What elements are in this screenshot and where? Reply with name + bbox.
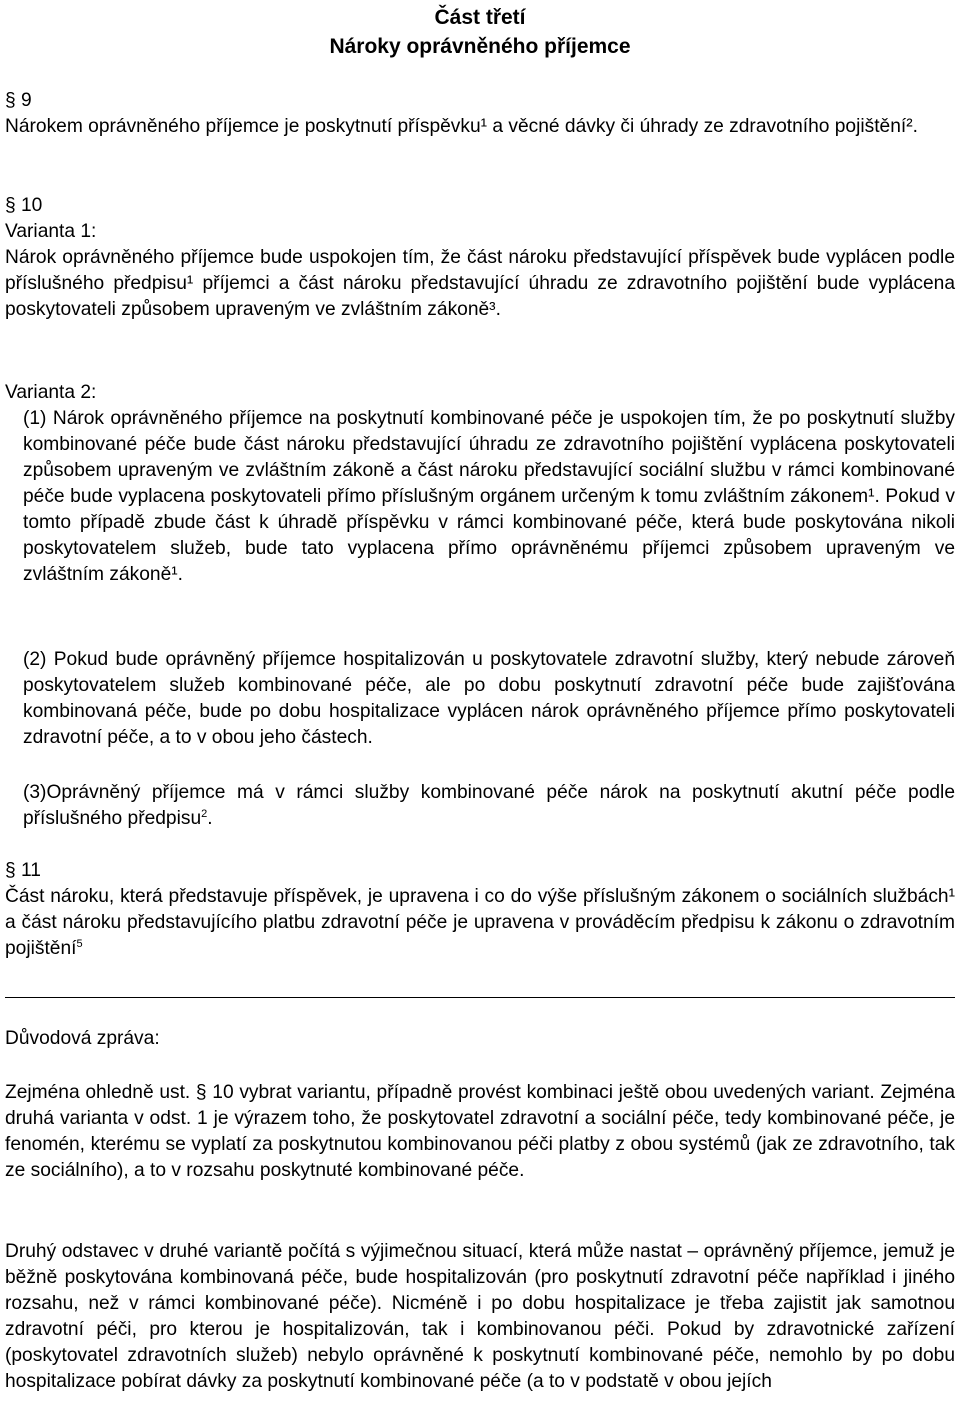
variant-2 [5, 380, 955, 588]
variant-1-label: Varianta 1: [5, 221, 97, 242]
variant-2-paragraph-2-text: (2) Pokud bude oprávněný příjemce hospitalizován u poskytovatele zdravotní služby, který nebude zároveň poskytovatelem služeb kombinované péče, ale po dobu poskytnutí zdravotní péče bude zajišťována kombinovaná péče, bude po dobu hospitalizace vyplácen nárok oprávněného příjemce přímo poskytovateli zdravotní péče, a to v obou jeho částech. [23, 649, 955, 748]
variant-2-label: Varianta 2: [5, 382, 97, 403]
part-name: Nároky oprávněného příjemce [329, 35, 631, 58]
section-11-text: Část nároku, která představuje příspěvek, je upravena i co do výše příslušným zákonem o sociálních službách¹ a část nároku představujícího platbu zdravotní péče je upravena v prováděcím předpisu k zákonu o zdravotním pojištění [5, 886, 955, 959]
footnote-ref-2: 2 [201, 808, 208, 820]
report-heading [5, 1026, 955, 1052]
part-number: Část třetí [434, 6, 526, 29]
variant-2-paragraph-2 [5, 647, 955, 751]
section-9-heading: § 9 [5, 90, 32, 111]
footnote-ref-5: 5 [76, 938, 83, 950]
variant-2-paragraph-3 [5, 780, 955, 832]
part-title [0, 3, 960, 61]
variant-1-text: Nárok oprávněného příjemce bude uspokojen tím, že část nároku představující příspěvek bude vyplácen podle příslušného předpisu¹ příjemci a část nároku představující úhradu ze zdravotního pojištění bude vyplácena poskytovateli způsobem upraveným ve zvláštním zákoně³. [5, 247, 955, 320]
section-10 [5, 193, 955, 323]
section-11 [5, 858, 955, 962]
section-9-text: Nárokem oprávněného příjemce je poskytnutí příspěvku¹ a věcné dávky či úhrady ze zdravotního pojištění². [5, 116, 918, 137]
variant-2-paragraph-3-text: (3)Oprávněný příjemce má v rámci služby kombinované péče nárok na poskytnutí akutní péče podle příslušného předpisu [23, 782, 955, 829]
section-9 [5, 88, 955, 140]
report-heading-text: Důvodová zpráva: [5, 1028, 160, 1049]
report-paragraph-2-text: Druhý odstavec v druhé variantě počítá s výjimečnou situací, která může nastat – oprávněný příjemce, jemuž je běžně poskytována kombinovaná péče, bude hospitalizován (pro poskytnutí zdravotní péče například i jiného rozsahu, než v rámci kombinované péče). Nicméně i po dobu hospitalizace je třeba zajistit jak samotnou zdravotní péči, pro kterou je hospitalizován, tak i kombinovanou péči. Pokud by zdravotnické zařízení (poskytovatel zdravotních služeb) nebylo oprávněné k poskytnutí kombinované péče, nemohlo by po dobu hospitalizace pobírat dávky za poskytnutí kombinované péče (a to v podstatě v obou jejích [5, 1241, 955, 1392]
section-10-heading: § 10 [5, 195, 43, 216]
section-11-heading: § 11 [5, 860, 41, 881]
report-paragraph-1 [5, 1080, 955, 1184]
variant-2-paragraph-1-text: (1) Nárok oprávněného příjemce na poskytnutí kombinované péče je uspokojen tím, že po poskytnutí služby kombinované péče bude část nároku představující úhradu ze zdravotního pojištění vyplácena poskytovateli způsobem upraveným ve zvláštním zákoně a část nároku představující sociální službu v rámci kombinované péče bude vyplacena poskytovateli přímo příslušným orgánem určeným k tomu zvláštním zákonem¹. Pokud v tomto případě zbude část k úhradě příspěvku v rámci kombinované péče, která bude poskytována nikoli poskytovatelem služeb, bude tato vyplacena přímo oprávněnému příjemci způsobem upraveným ve zvláštním zákoně¹. [23, 408, 955, 585]
report-paragraph-2 [5, 1239, 955, 1395]
variant-2-paragraph-1 [5, 406, 955, 588]
report-paragraph-1-text: Zejména ohledně ust. § 10 vybrat variantu, případně provést kombinaci ještě obou uvedených variant. Zejména druhá varianta v odst. 1 je výrazem toho, že poskytovatel zdravotní a sociální péče, tedy kombinované péče, je fenomén, kterému se vyplatí za poskytnutou kombinovanou péči platby z obou systémů (jak ze zdravotního, tak ze sociálního), a to v rozsahu poskytnuté kombinované péče. [5, 1082, 955, 1181]
variant-2-paragraph-3-end: . [207, 808, 213, 829]
divider-rule [5, 997, 955, 998]
